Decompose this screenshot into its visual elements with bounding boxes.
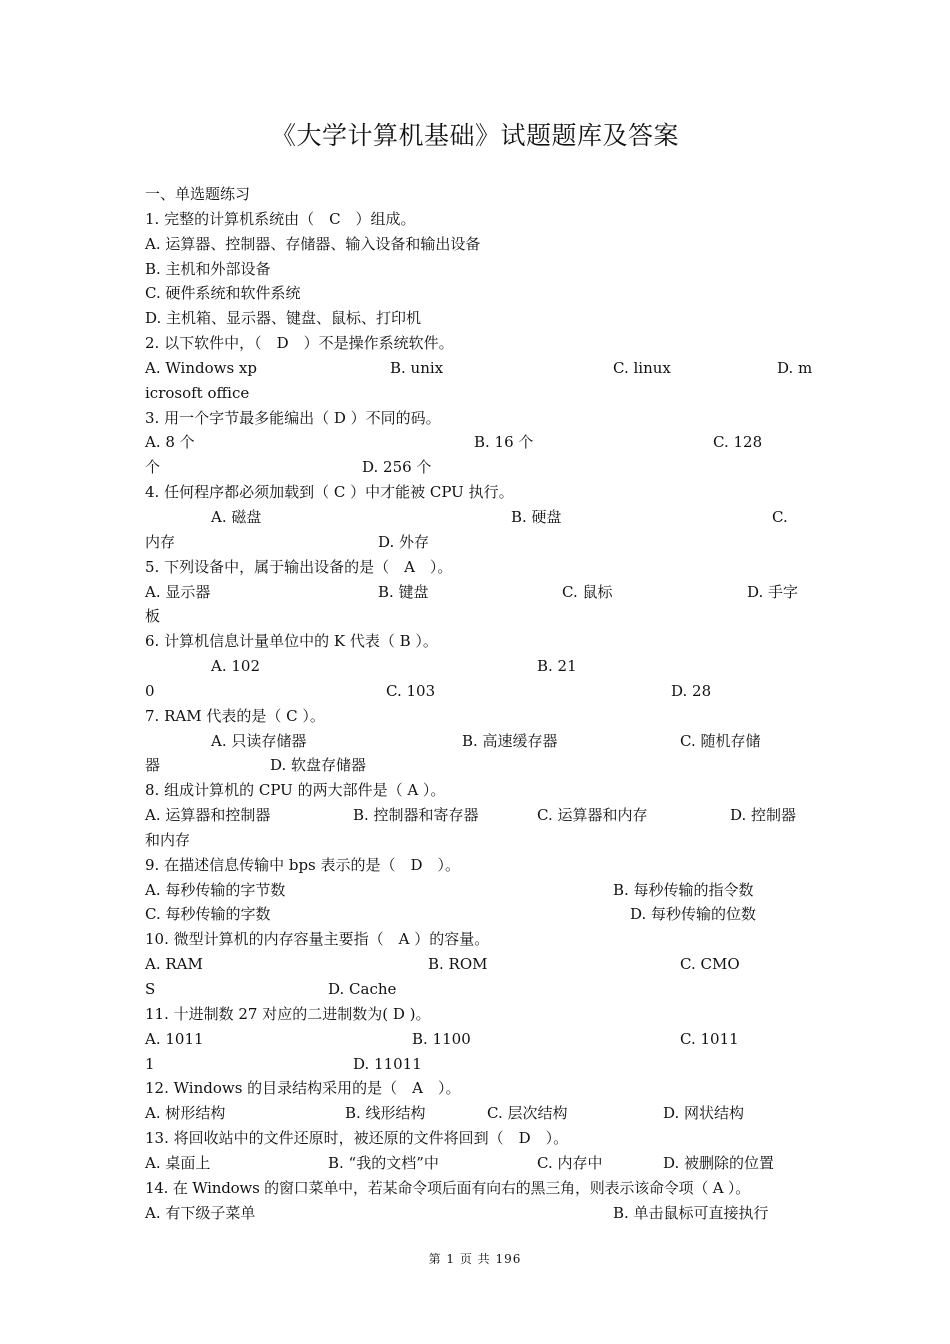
- question-2-options-cont: icrosoft office: [145, 383, 250, 402]
- question-14-stem: 14. 在 Windows 的窗口菜单中，若某命令项后面有向右的黑三角，则表示该命令项（ A ）。: [145, 1178, 751, 1197]
- question-13-stem: 13. 将回收站中的文件还原时，被还原的文件将回到（ D ）。: [145, 1129, 569, 1148]
- question-2-stem: 2. 以下软件中，（ D ）不是操作系统软件。: [145, 334, 454, 353]
- question-4-stem: 4. 任何程序都必须加载到（ C ）中才能被 CPU 执行。: [145, 483, 514, 502]
- question-10-stem: 10. 微型计算机的内存容量主要指（ A ）的容量。: [145, 930, 490, 949]
- question-8-options: A. 运算器和控制器 B. 控制器和寄存器 C. 运算器和内存 D. 控制器: [145, 806, 797, 825]
- question-7-stem: 7. RAM 代表的是（ C ）。: [145, 706, 325, 725]
- question-1-stem: 1. 完整的计算机系统由（ C ）组成。: [145, 209, 416, 228]
- question-3-stem: 3. 用一个字节最多能编出（ D ）不同的码。: [145, 408, 441, 427]
- question-11-stem: 11. 十进制数 27 对应的二进制数为( D )。: [145, 1004, 431, 1023]
- document-title: 《大学计算机基础》试题题库及答案: [270, 121, 679, 150]
- question-12-stem: 12. Windows 的目录结构采用的是（ A ）。: [145, 1079, 461, 1098]
- question-3-options-cont: 个 D. 256 个: [145, 458, 432, 477]
- question-10-options-cont: S D. Cache: [145, 980, 397, 998]
- question-1-option: D. 主机箱、显示器、键盘、鼠标、打印机: [145, 309, 422, 328]
- question-5-stem: 5. 下列设备中，属于输出设备的是（ A ）。: [145, 557, 453, 576]
- question-1-option: C. 硬件系统和软件系统: [145, 284, 301, 303]
- question-14-options: A. 有下级子菜单 B. 单击鼠标可直接执行: [145, 1203, 769, 1222]
- question-6-options-cont: 0 C. 103 D. 28: [145, 681, 712, 700]
- question-7-options: A. 只读存储器 B. 高速缓存器 C. 随机存储: [211, 731, 761, 750]
- question-2-options: A. Windows xp B. unix C. linux D. m: [145, 358, 813, 377]
- question-6-options: A. 102 B. 21: [211, 657, 577, 676]
- question-1-option: B. 主机和外部设备: [145, 259, 271, 278]
- question-9-options: C. 每秒传输的字数 D. 每秒传输的位数: [145, 905, 757, 924]
- question-12-options: A. 树形结构 B. 线形结构 C. 层次结构 D. 网状结构: [145, 1104, 745, 1123]
- question-3-options: A. 8 个 B. 16 个 C. 128: [145, 433, 763, 452]
- question-9-stem: 9. 在描述信息传输中 bps 表示的是（ D ）。: [145, 855, 461, 874]
- question-10-options: A. RAM B. ROM C. CMO: [145, 955, 740, 974]
- section-heading: 一、单选题练习: [145, 185, 251, 203]
- question-4-options-cont: 内存 D. 外存: [145, 532, 430, 551]
- question-13-options: A. 桌面上 B. “我的文档”中 C. 内存中 D. 被删除的位置: [145, 1153, 775, 1172]
- question-4-options: A. 磁盘 B. 硬盘 C.: [211, 507, 788, 526]
- question-1-option: A. 运算器、控制器、存储器、输入设备和输出设备: [145, 234, 481, 253]
- question-8-stem: 8. 组成计算机的 CPU 的两大部件是（ A ）。: [145, 781, 446, 800]
- question-11-options-cont: 1 D. 11011: [145, 1054, 422, 1073]
- page-footer: 第 1 页 共 196: [428, 1252, 522, 1266]
- question-8-options-cont: 和内存: [145, 830, 191, 849]
- question-5-options-cont: 板: [145, 607, 161, 626]
- question-11-options: A. 1011 B. 1100 C. 1011: [145, 1029, 739, 1048]
- document-body: [145, 182, 813, 1225]
- question-5-options: A. 显示器 B. 键盘 C. 鼠标 D. 手字: [145, 582, 799, 601]
- question-9-options: A. 每秒传输的字节数 B. 每秒传输的指令数: [145, 880, 754, 899]
- question-6-stem: 6. 计算机信息计量单位中的 K 代表（ B ）。: [145, 632, 438, 651]
- question-7-options-cont: 器 D. 软盘存储器: [145, 756, 367, 775]
